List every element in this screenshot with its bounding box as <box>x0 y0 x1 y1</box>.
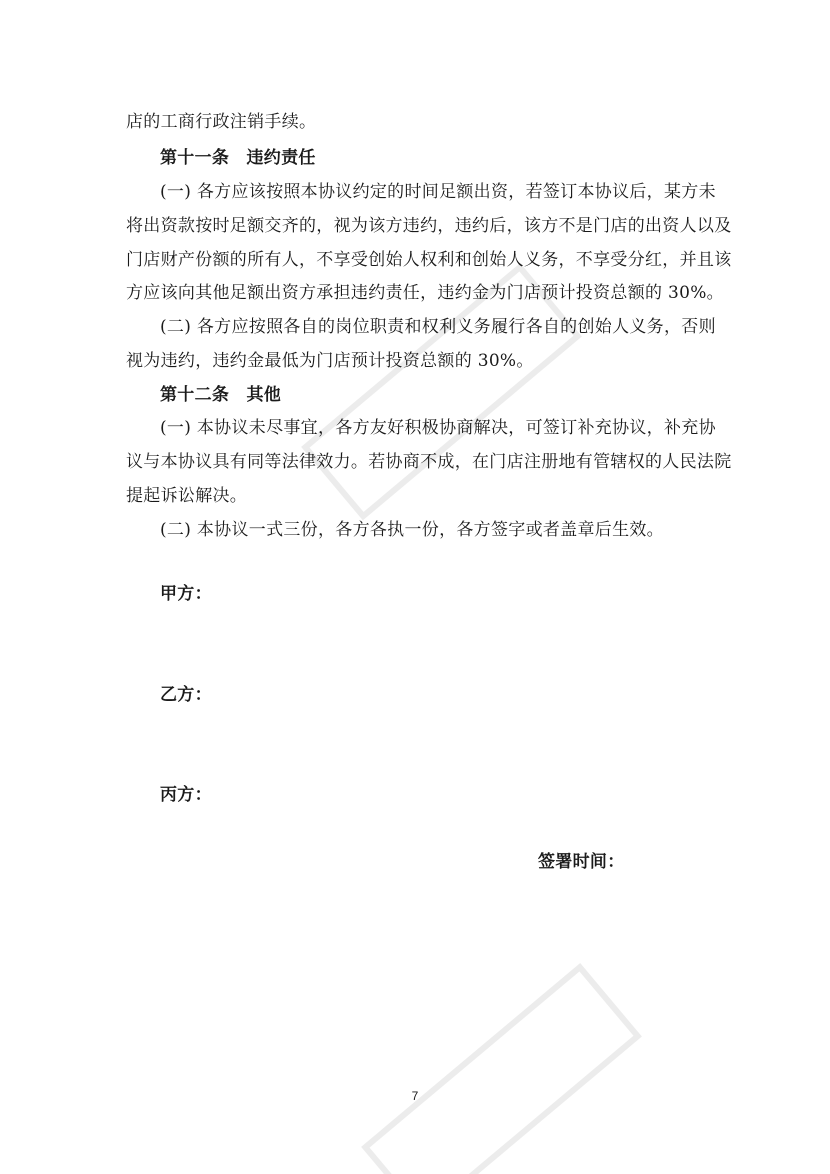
paragraph-line: (一) 本协议未尽事宜，各方友好积极协商解决，可签订补充协议，补充协 <box>160 418 716 438</box>
paragraph-line: (一) 各方应该按照本协议约定的时间足额出资，若签订本协议后，某方未 <box>160 182 716 202</box>
article-12-title: 第十二条 其他 <box>160 385 282 405</box>
article-11-title: 第十一条 违约责任 <box>160 148 316 168</box>
sign-date-label: 签署时间： <box>538 852 625 872</box>
page-number: 7 <box>411 1089 419 1103</box>
party-b-label: 乙方： <box>160 685 212 705</box>
party-a-label: 甲方： <box>160 584 212 604</box>
paragraph-line: 视为违约，违约金最低为门店预计投资总额的 30%。 <box>126 351 534 371</box>
paragraph-line: 提起诉讼解决。 <box>126 486 248 506</box>
paragraph-line: (二) 各方应按照各自的岗位职责和权利义务履行各自的创始人义务，否则 <box>160 317 716 337</box>
paragraph-line: 方应该向其他足额出资方承担违约责任，违约金为门店预计投资总额的 30%。 <box>126 283 724 303</box>
paragraph-line: (二) 本协议一式三份，各方各执一份，各方签字或者盖章后生效。 <box>160 520 664 540</box>
paragraph-line: 店的工商行政注销手续。 <box>126 112 317 132</box>
paragraph-line: 门店财产份额的所有人，不享受创始人权利和创始人义务，不享受分红，并且该 <box>126 250 732 270</box>
paragraph-line: 将出资款按时足额交齐的，视为该方违约，违约后，该方不是门店的出资人以及 <box>126 216 732 236</box>
party-c-label: 丙方： <box>160 785 212 805</box>
paragraph-line: 议与本协议具有同等法律效力。若协商不成，在门店注册地有管辖权的人民法院 <box>126 452 732 472</box>
